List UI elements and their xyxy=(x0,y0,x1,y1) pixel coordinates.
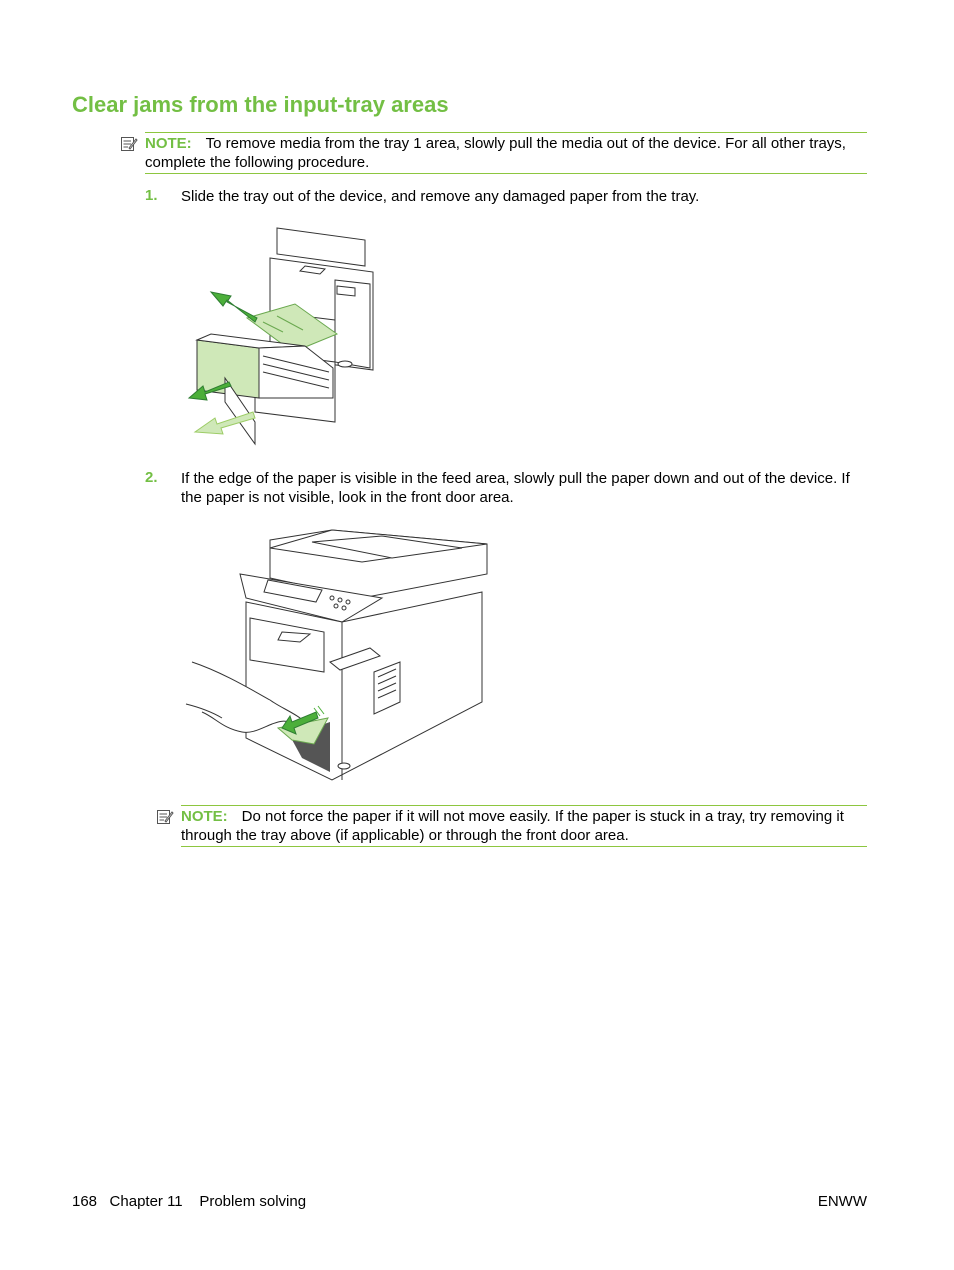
note-1 xyxy=(145,132,867,174)
page-number: 168 xyxy=(72,1193,98,1210)
footer-left xyxy=(72,1193,306,1210)
feed-area-illustration xyxy=(182,522,494,786)
note-2 xyxy=(181,805,867,847)
step-number: 1. xyxy=(145,187,158,204)
note-label: NOTE: xyxy=(145,135,192,152)
note-text: To remove media from the tray 1 area, slowly pull the media out of the device. For all other trays, complete the following procedure. xyxy=(145,135,846,171)
tray-removal-illustration xyxy=(185,222,395,447)
note-text: Do not force the paper if it will not move easily. If the paper is stuck in a tray, try removing it through the tray above (if applicable) or through the front door area. xyxy=(181,808,844,844)
step-text: Slide the tray out of the device, and remove any damaged paper from the tray. xyxy=(181,188,700,205)
note-label: NOTE: xyxy=(181,808,228,825)
chapter-label: Chapter 11 xyxy=(109,1193,183,1210)
section-label: Problem solving xyxy=(199,1193,307,1210)
footer-right: ENWW xyxy=(817,1193,867,1210)
step-text: If the edge of the paper is visible in the feed area, slowly pull the paper down and out of the device. If the paper is not visible, look in the front door area. xyxy=(181,470,850,506)
note-icon xyxy=(120,135,138,157)
note-icon xyxy=(156,808,174,830)
step-number: 2. xyxy=(145,469,158,486)
page-title: Clear jams from the input-tray areas xyxy=(72,92,449,117)
